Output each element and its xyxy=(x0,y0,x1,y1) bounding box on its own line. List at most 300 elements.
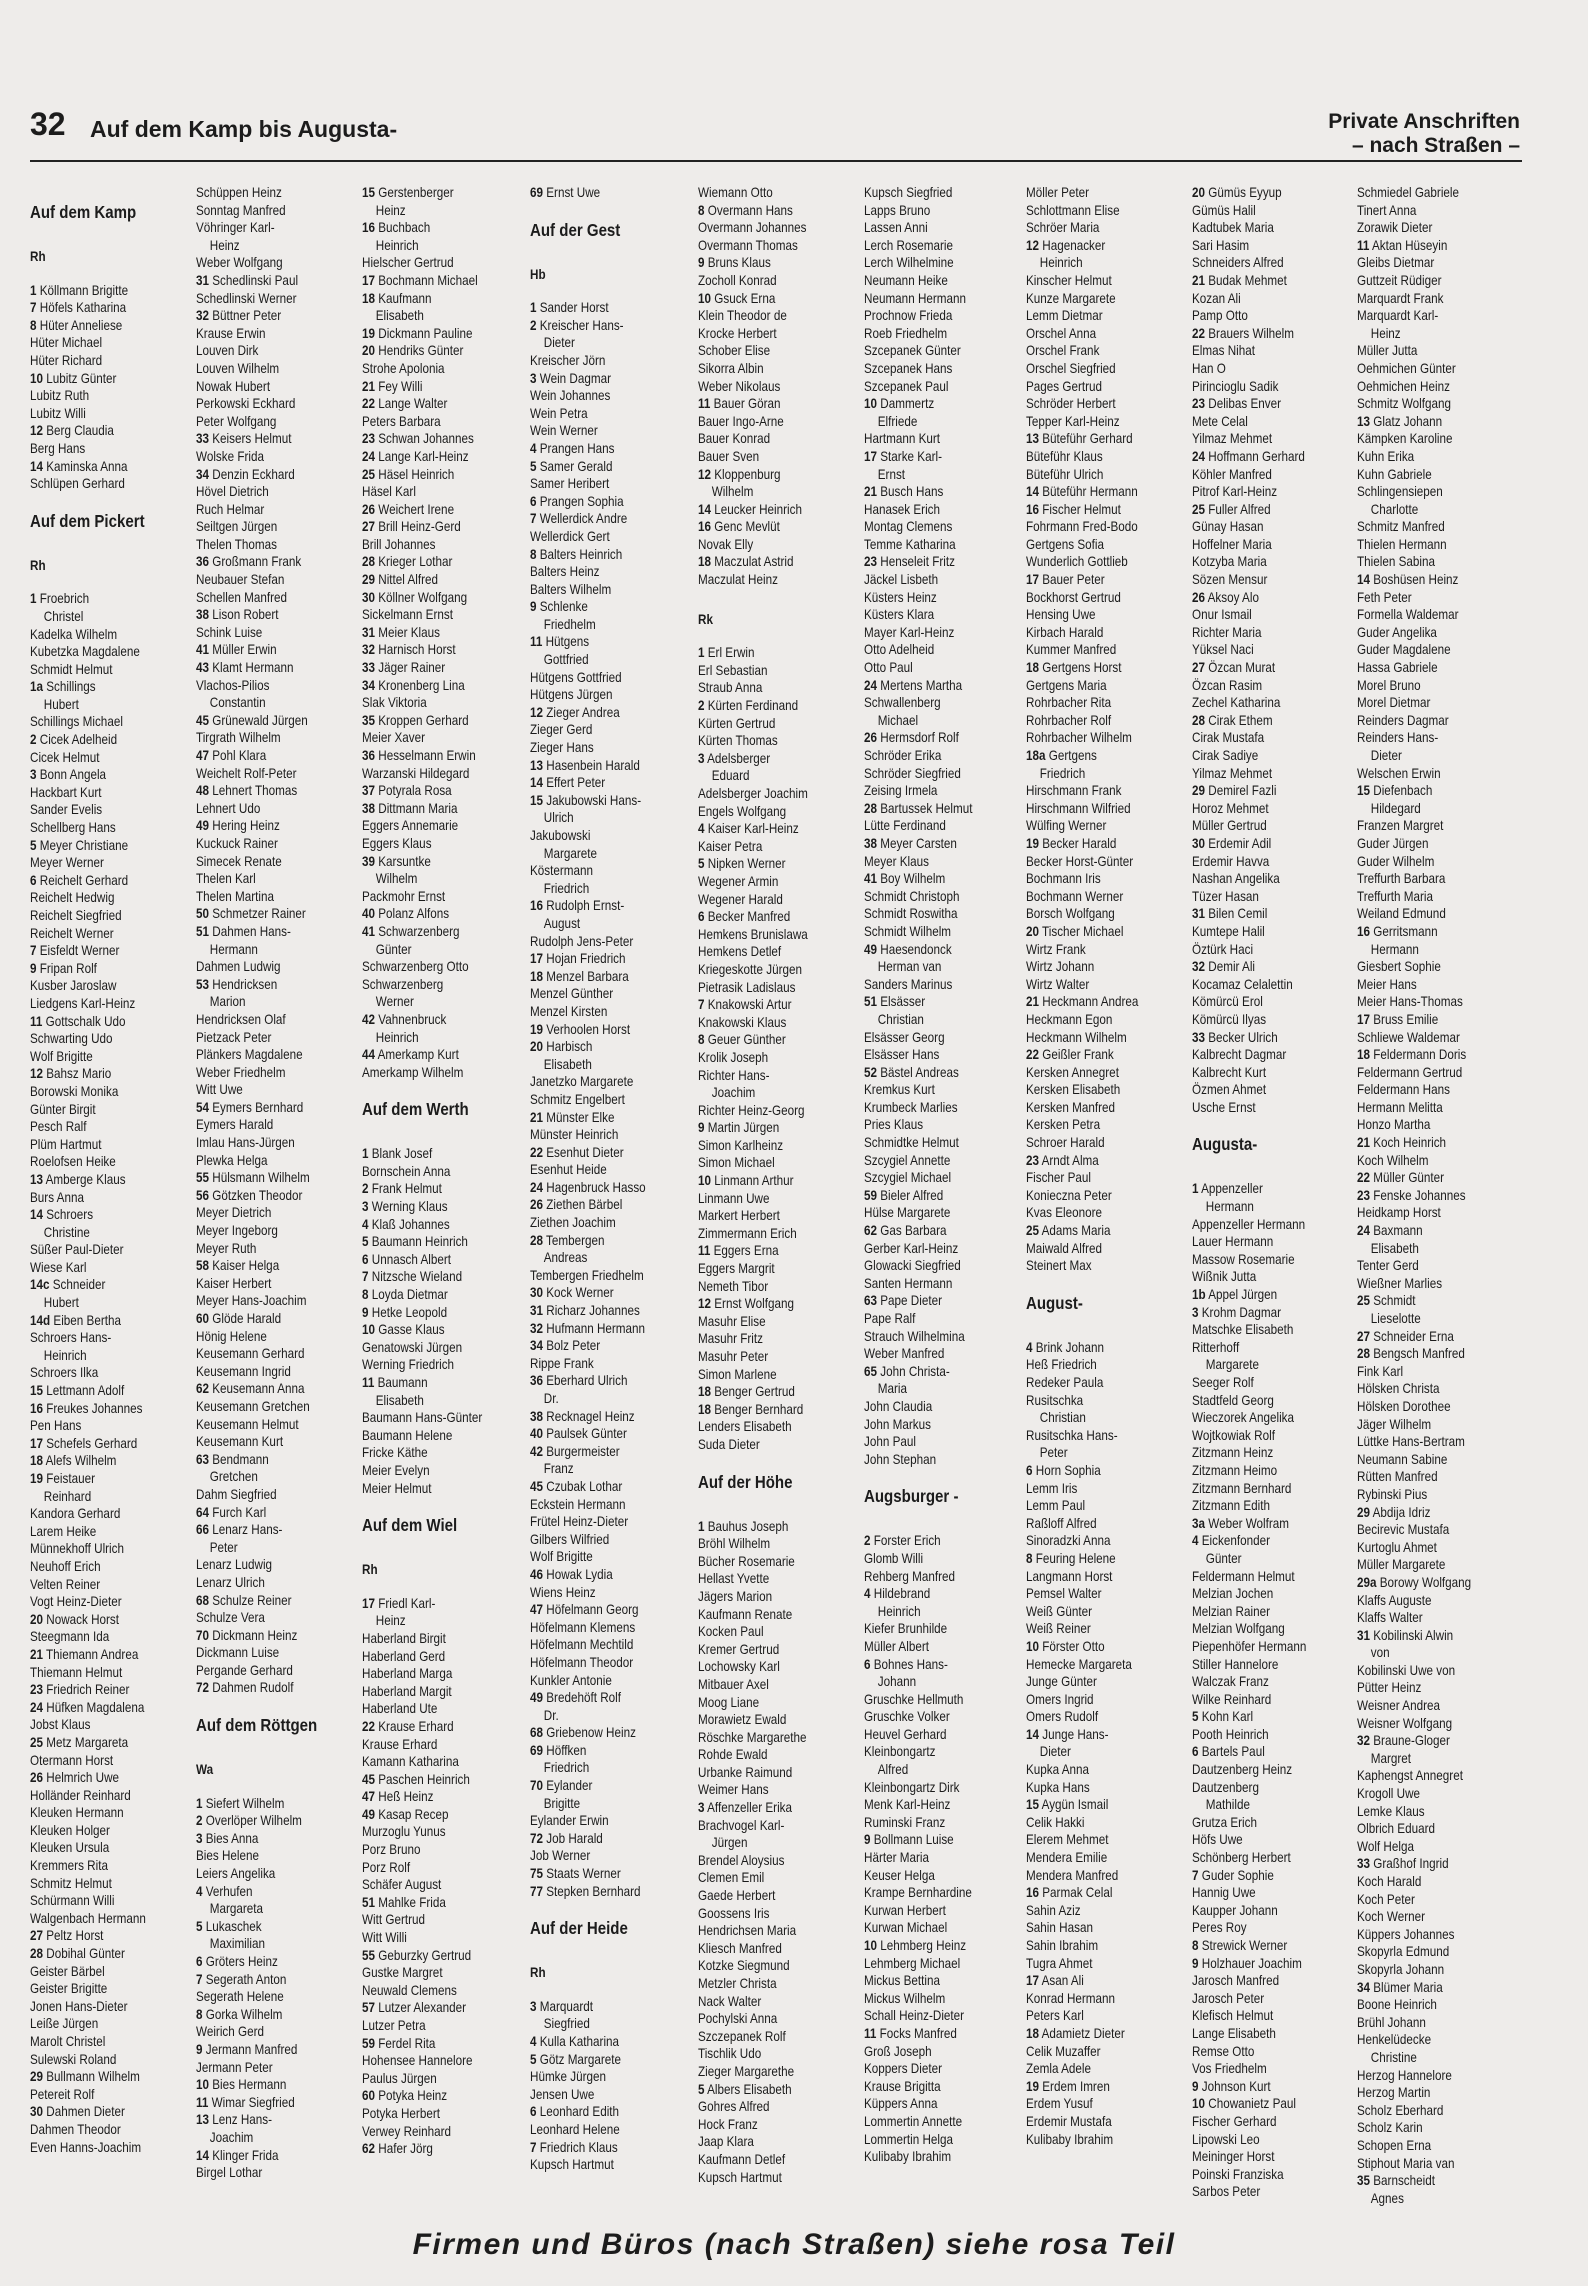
resident-name: Schopen Erna xyxy=(1357,2137,1432,2153)
directory-entry xyxy=(30,1101,169,1119)
resident-name: Kurwan Herbert xyxy=(864,1902,946,1918)
resident-name: Celik Hakki xyxy=(1026,1814,1085,1830)
directory-entry xyxy=(362,1630,501,1648)
directory-entry xyxy=(530,1548,669,1566)
resident-name: Gerstenberger xyxy=(378,185,454,200)
house-number: 10 xyxy=(864,396,878,412)
resident-name: Metzler Christa xyxy=(698,1976,777,1991)
resident-name: Kersken Annegret xyxy=(1026,1064,1119,1080)
house-number: 22 xyxy=(530,1144,544,1160)
directory-entry xyxy=(698,483,837,501)
house-number: 12 xyxy=(698,1296,712,1312)
resident-name: Reichelt Siegfried xyxy=(30,908,122,923)
house-number: 6 xyxy=(362,1251,369,1267)
resident-name: Bauhus Joseph xyxy=(707,1518,789,1534)
directory-entry xyxy=(196,1918,335,1936)
resident-name: Wellerdick Gert xyxy=(530,528,610,544)
directory-entry xyxy=(864,1568,1003,1586)
directory-entry xyxy=(30,696,169,714)
resident-name: Gümüs Eyyup xyxy=(1208,185,1282,200)
resident-name: Krocke Herbert xyxy=(698,325,777,341)
resident-name: Cirak Sadiye xyxy=(1192,748,1259,763)
column-2 xyxy=(196,184,335,2182)
house-number: 14 xyxy=(698,501,712,517)
resident-name: Markert Herbert xyxy=(698,1208,780,1224)
resident-name: Morel Bruno xyxy=(1357,677,1421,693)
resident-name: Schneiders Alfred xyxy=(1192,255,1284,271)
directory-entry xyxy=(196,518,335,536)
resident-name: Hildebrand xyxy=(873,1586,931,1602)
resident-name: Franzen Margret xyxy=(1357,818,1444,834)
resident-name: Neuwald Clemens xyxy=(362,1982,457,1998)
resident-name: Jakubowski Hans- xyxy=(546,792,642,808)
directory-entry xyxy=(362,342,501,360)
directory-entry xyxy=(864,1240,1003,1258)
directory-entry xyxy=(1026,641,1165,659)
directory-entry xyxy=(1192,1902,1331,1920)
house-number: 13 xyxy=(196,2112,210,2128)
directory-entry xyxy=(1026,1673,1165,1691)
house-number: 69 xyxy=(530,1742,544,1758)
resident-name: Hemecke Margareta xyxy=(1026,1656,1132,1672)
district-code: Hb xyxy=(530,266,546,282)
resident-name: Büttner Peter xyxy=(212,308,282,324)
directory-entry xyxy=(1192,2148,1331,2166)
directory-entry xyxy=(30,1364,169,1382)
directory-entry xyxy=(1026,1029,1165,1047)
directory-entry xyxy=(698,1172,837,1190)
resident-name: Kämpken Karoline xyxy=(1357,431,1453,447)
resident-name: Yüksel Naci xyxy=(1192,642,1254,658)
directory-entry xyxy=(1357,430,1496,448)
resident-name: Kömürcü Ilyas xyxy=(1192,1011,1267,1027)
resident-name: Schürmann Willi xyxy=(30,1893,115,1909)
directory-entry xyxy=(1192,606,1331,624)
resident-name: Weichelt Rolf-Peter xyxy=(196,765,297,781)
resident-name: Wein Werner xyxy=(530,423,598,439)
house-number: 24 xyxy=(530,1179,544,1195)
resident-name: Massow Rosemarie xyxy=(1192,1251,1295,1267)
directory-entry xyxy=(30,1030,169,1048)
directory-entry xyxy=(1192,1708,1331,1726)
directory-entry xyxy=(698,202,837,220)
resident-name: Glowacki Siegfried xyxy=(864,1258,961,1274)
resident-name: Dahm Siegfried xyxy=(196,1486,277,1502)
directory-entry xyxy=(196,237,335,255)
directory-entry xyxy=(698,466,837,484)
directory-entry xyxy=(698,290,837,308)
directory-entry xyxy=(30,1435,169,1453)
resident-name: Kersken Petra xyxy=(1026,1117,1101,1133)
directory-entry xyxy=(530,317,669,335)
directory-entry xyxy=(362,1392,501,1410)
house-number: 18 xyxy=(698,1384,712,1400)
directory-entry xyxy=(864,624,1003,642)
resident-name: Schlüpen Gerhard xyxy=(30,476,125,492)
directory-entry xyxy=(698,855,837,873)
resident-name: Kroppen Gerhard xyxy=(378,712,469,728)
directory-entry xyxy=(30,334,169,352)
resident-name: Dieter xyxy=(1039,1744,1071,1760)
district-code: Rh xyxy=(30,249,46,264)
resident-name: Bonn Angela xyxy=(39,767,107,783)
house-number: 32 xyxy=(196,308,210,324)
directory-entry xyxy=(1357,1169,1496,1187)
resident-name: Erdemir Adil xyxy=(1208,835,1272,851)
resident-name: Eisfeldt Werner xyxy=(39,943,120,959)
resident-name: Tepper Karl-Heinz xyxy=(1026,413,1120,429)
resident-name: Dahmen Theodor xyxy=(30,2121,121,2137)
resident-name: Mayer Karl-Heinz xyxy=(864,624,955,640)
directory-entry xyxy=(1026,202,1165,220)
house-number: 11 xyxy=(530,634,543,650)
resident-name: Schall Heinz-Dieter xyxy=(864,2008,965,2024)
resident-name: Vlachos-Pilios xyxy=(196,677,270,693)
resident-name: Hölsken Dorothee xyxy=(1357,1398,1451,1414)
resident-name: Schwarzenberg Otto xyxy=(362,959,469,975)
directory-entry xyxy=(530,1196,669,1214)
directory-entry xyxy=(1026,290,1165,308)
resident-name: Groß Joseph xyxy=(864,2043,932,2059)
house-number: 38 xyxy=(196,607,210,623)
directory-entry xyxy=(362,1665,501,1683)
resident-name: Louven Wilhelm xyxy=(196,360,280,376)
resident-name: Joachim xyxy=(711,1085,756,1101)
resident-name: Aygün Ismail xyxy=(1041,1797,1109,1813)
house-number: 19 xyxy=(362,325,376,341)
directory-entry xyxy=(1026,1550,1165,1568)
directory-entry xyxy=(362,483,501,501)
directory-entry xyxy=(698,979,837,997)
house-number: 4 xyxy=(864,1586,871,1602)
resident-name: Hüter Anneliese xyxy=(39,317,123,333)
directory-entry xyxy=(362,1163,501,1181)
resident-name: Kiefer Brunhilde xyxy=(864,1621,948,1637)
directory-entry xyxy=(196,1644,335,1662)
resident-name: Otto Paul xyxy=(864,660,913,676)
resident-name: Urbanke Raimund xyxy=(698,1764,793,1780)
directory-entry xyxy=(1026,307,1165,325)
house-number: 33 xyxy=(1357,1856,1371,1872)
resident-name: Knakowski Klaus xyxy=(698,1014,787,1030)
house-number: 7 xyxy=(196,1971,203,1987)
house-number: 36 xyxy=(530,1373,544,1389)
directory-entry xyxy=(1192,1480,1331,1498)
resident-name: Schmidt Wilhelm xyxy=(864,923,952,939)
directory-entry xyxy=(30,784,169,802)
directory-entry xyxy=(1192,1726,1331,1744)
directory-entry xyxy=(362,765,501,783)
resident-name: Erdem Yusuf xyxy=(1026,2096,1093,2112)
resident-name: Richter Hans- xyxy=(698,1067,770,1083)
directory-entry xyxy=(1357,1961,1496,1979)
directory-entry xyxy=(1357,2190,1496,2208)
resident-name: Thelen Martina xyxy=(196,888,274,904)
house-number: 27 xyxy=(1192,660,1206,676)
house-number: 38 xyxy=(530,1408,544,1424)
house-number: 38 xyxy=(362,800,376,816)
resident-name: Hüfken Magdalena xyxy=(46,1699,145,1715)
resident-name: Krogoll Uwe xyxy=(1357,1786,1421,1802)
directory-entry xyxy=(1192,817,1331,835)
directory-entry xyxy=(530,475,669,493)
resident-name: Simecek Renate xyxy=(196,853,282,869)
house-number: 3 xyxy=(1192,1304,1199,1320)
directory-entry xyxy=(196,1433,335,1451)
resident-name: Busch Hans xyxy=(880,484,944,500)
resident-name: Liedgens Karl-Heinz xyxy=(30,995,136,1011)
directory-entry xyxy=(30,422,169,440)
directory-entry xyxy=(698,307,837,325)
resident-name: Heinrich xyxy=(375,1029,419,1045)
resident-name: Demir Ali xyxy=(1208,959,1256,975)
directory-entry xyxy=(530,528,669,546)
directory-entry xyxy=(864,1398,1003,1416)
directory-entry xyxy=(530,1998,669,2016)
resident-name: Holländer Reinhard xyxy=(30,1787,131,1803)
directory-entry xyxy=(1026,853,1165,871)
directory-entry xyxy=(1026,466,1165,484)
resident-name: Bauer Peter xyxy=(1042,572,1105,588)
house-number: 15 xyxy=(30,1383,44,1399)
directory-entry xyxy=(1357,395,1496,413)
resident-name: Jonen Hans-Dieter xyxy=(30,1998,128,2014)
resident-name: Weber Wolfgang xyxy=(196,255,283,271)
resident-name: Suda Dieter xyxy=(698,1436,760,1452)
resident-name: Rudolph Jens-Peter xyxy=(530,933,634,949)
resident-name: Heckmann Egon xyxy=(1026,1011,1113,1027)
directory-entry xyxy=(698,1570,837,1588)
house-number: 1 xyxy=(196,1795,203,1811)
directory-entry xyxy=(864,1867,1003,1885)
resident-name: Steegmann Ida xyxy=(30,1629,110,1645)
resident-name: Potyka Heinz xyxy=(378,2088,448,2104)
resident-name: Keusemann Helmut xyxy=(196,1416,299,1432)
resident-name: Margret xyxy=(1370,1750,1412,1766)
resident-name: Strohe Apolonia xyxy=(362,360,445,376)
resident-name: Kleinbongartz xyxy=(864,1744,936,1760)
resident-name: Pape Dieter xyxy=(880,1293,943,1309)
resident-name: Geuer Günther xyxy=(707,1032,786,1048)
resident-name: Jäger Wilhelm xyxy=(1357,1416,1432,1432)
resident-name: Menk Karl-Heinz xyxy=(864,1797,951,1813)
directory-entry xyxy=(362,360,501,378)
directory-entry xyxy=(1192,1796,1331,1814)
resident-name: Gohres Alfred xyxy=(698,2099,770,2115)
house-number: 11 xyxy=(196,2094,209,2110)
house-number: 18 xyxy=(530,968,544,984)
resident-name: Günay Hasan xyxy=(1192,519,1264,535)
directory-entry xyxy=(1357,1486,1496,1504)
directory-entry xyxy=(864,395,1003,413)
directory-entry xyxy=(530,1672,669,1690)
resident-name: Gertgens Horst xyxy=(1042,660,1122,676)
directory-entry xyxy=(698,1067,837,1085)
resident-name: Baumann Helene xyxy=(362,1427,453,1443)
resident-name: Bauer Göran xyxy=(713,396,781,412)
resident-name: Friedhelm xyxy=(543,616,596,632)
house-number: 6 xyxy=(864,1656,871,1672)
resident-name: Wolf Brigitte xyxy=(30,1048,93,1064)
resident-name: Eberhard Ulrich xyxy=(546,1373,628,1389)
resident-name: Neumann Hermann xyxy=(864,290,967,306)
resident-name: Geißler Frank xyxy=(1042,1047,1114,1063)
house-number: 9 xyxy=(864,1832,871,1848)
directory-entry xyxy=(1026,1480,1165,1498)
directory-entry xyxy=(530,1302,669,1320)
directory-entry xyxy=(1026,1240,1165,1258)
resident-name: Mitbauer Axel xyxy=(698,1676,769,1692)
directory-entry xyxy=(530,299,669,317)
resident-name: Amerkamp Kurt xyxy=(377,1047,459,1063)
resident-name: Seiltgen Jürgen xyxy=(196,519,278,535)
directory-entry xyxy=(1357,1204,1496,1222)
directory-entry xyxy=(1192,1761,1331,1779)
directory-entry xyxy=(1357,1891,1496,1909)
resident-name: Wiemann Otto xyxy=(698,185,773,200)
directory-entry xyxy=(196,1081,335,1099)
directory-entry xyxy=(864,1451,1003,1469)
house-number: 33 xyxy=(196,431,210,447)
directory-entry xyxy=(1026,2078,1165,2096)
resident-name: Thiemann Helmut xyxy=(30,1664,123,1680)
resident-name: Schedlinski Werner xyxy=(196,290,297,306)
resident-name: Gerritsmann xyxy=(1373,923,1438,939)
directory-entry xyxy=(530,1601,669,1619)
column-3 xyxy=(362,184,501,2158)
directory-entry xyxy=(698,873,837,891)
directory-entry xyxy=(530,757,669,775)
resident-name: Haberland Ute xyxy=(362,1701,438,1717)
house-number: 18a xyxy=(1026,748,1046,763)
resident-name: Adelsberger Joachim xyxy=(698,786,808,801)
house-number: 1b xyxy=(1192,1287,1206,1303)
resident-name: Samer Heribert xyxy=(530,476,610,492)
resident-name: Tinert Anna xyxy=(1357,202,1417,218)
resident-name: Christine xyxy=(1370,2049,1417,2065)
house-number: 24 xyxy=(864,677,878,693)
resident-name: Plüm Hartmut xyxy=(30,1136,102,1152)
resident-name: Gertgens Sofia xyxy=(1026,536,1104,552)
directory-entry xyxy=(864,817,1003,835)
house-number: 62 xyxy=(864,1223,878,1239)
house-number: 20 xyxy=(362,343,376,359)
resident-name: Kadtubek Maria xyxy=(1192,220,1274,236)
resident-name: Bolz Peter xyxy=(546,1338,601,1354)
resident-name: Geister Bärbel xyxy=(30,1963,105,1979)
directory-entry xyxy=(1026,2131,1165,2149)
resident-name: Bartels Paul xyxy=(1201,1744,1265,1760)
directory-entry xyxy=(864,1310,1003,1328)
resident-name: Bohnes Hans- xyxy=(873,1656,948,1672)
directory-entry xyxy=(1026,1620,1165,1638)
house-number: 15 xyxy=(362,185,376,200)
resident-name: Skopyrla Edmund xyxy=(1357,1944,1450,1960)
resident-name: Kurwan Michael xyxy=(864,1920,948,1936)
directory-entry xyxy=(698,891,837,909)
resident-name: Rehberg Manfred xyxy=(864,1568,955,1584)
resident-name: Zitzmann Bernhard xyxy=(1192,1480,1292,1496)
directory-entry xyxy=(698,1348,837,1366)
resident-name: Ziethen Joachim xyxy=(530,1215,616,1231)
resident-name: Guder Jürgen xyxy=(1357,835,1429,851)
resident-name: Hüter Richard xyxy=(30,352,103,368)
directory-entry xyxy=(30,889,169,907)
house-number: 8 xyxy=(698,202,705,218)
directory-entry xyxy=(1192,782,1331,800)
directory-entry xyxy=(1026,1796,1165,1814)
resident-name: Heckmann Andrea xyxy=(1042,994,1139,1010)
directory-entry xyxy=(864,641,1003,659)
resident-name: Wirtz Frank xyxy=(1026,941,1086,957)
directory-entry xyxy=(1026,765,1165,783)
resident-name: Braune-Gloger xyxy=(1373,1733,1450,1749)
directory-entry xyxy=(530,2103,669,2121)
house-number: 7 xyxy=(30,300,37,316)
directory-entry xyxy=(864,342,1003,360)
directory-entry xyxy=(362,325,501,343)
resident-name: Perkowski Eckhard xyxy=(196,396,296,412)
resident-name: Münster Elke xyxy=(546,1109,615,1125)
resident-name: Pages Gertrud xyxy=(1026,378,1103,394)
directory-entry xyxy=(864,1380,1003,1398)
resident-name: Orschel Siegfried xyxy=(1026,360,1116,376)
resident-name: Formella Waldemar xyxy=(1357,607,1459,623)
resident-name: Ruminski Franz xyxy=(864,1814,946,1830)
house-number: 13 xyxy=(1357,413,1371,429)
resident-name: Lauer Hermann xyxy=(1192,1234,1274,1250)
directory-entry xyxy=(1192,1532,1331,1550)
resident-name: John Claudia xyxy=(864,1398,933,1414)
resident-name: Erdem Imren xyxy=(1042,2078,1110,2094)
resident-name: Schneider Erna xyxy=(1373,1328,1454,1344)
resident-name: Büteführ Ulrich xyxy=(1026,466,1104,482)
directory-entry xyxy=(1026,448,1165,466)
column-7 xyxy=(1026,184,1165,2148)
resident-name: Kuhn Gabriele xyxy=(1357,466,1432,482)
directory-entry xyxy=(864,2113,1003,2131)
resident-name: Kurtoglu Ahmet xyxy=(1357,1539,1437,1555)
resident-name: Feldermann Gertrud xyxy=(1357,1064,1463,1080)
directory-entry xyxy=(698,237,837,255)
directory-entry xyxy=(530,1707,669,1725)
directory-entry xyxy=(1357,536,1496,554)
directory-entry xyxy=(196,888,335,906)
resident-name: Weber Friedhelm xyxy=(196,1064,286,1080)
resident-name: Hütgens Gottfried xyxy=(530,669,622,685)
house-number: 20 xyxy=(530,1039,544,1055)
resident-name: Matschke Elisabeth xyxy=(1192,1322,1294,1338)
resident-name: Hafer Jörg xyxy=(378,2141,433,2157)
directory-entry xyxy=(1357,1468,1496,1486)
directory-entry xyxy=(30,1312,169,1330)
resident-name: Förster Otto xyxy=(1042,1638,1105,1654)
directory-entry xyxy=(1357,272,1496,290)
resident-name: Ernst Uwe xyxy=(546,185,601,200)
directory-entry xyxy=(1026,1603,1165,1621)
house-number: 16 xyxy=(698,519,712,535)
directory-entry xyxy=(1192,1374,1331,1392)
resident-name: Szcepanek Paul xyxy=(864,378,949,394)
resident-name: Thielen Hermann xyxy=(1357,536,1447,552)
directory-entry xyxy=(362,413,501,431)
directory-entry xyxy=(1357,2172,1496,2190)
directory-entry xyxy=(1192,395,1331,413)
directory-entry xyxy=(864,483,1003,501)
resident-name: Wojtkowiak Rolf xyxy=(1192,1427,1275,1443)
directory-entry xyxy=(196,553,335,571)
directory-entry xyxy=(196,272,335,290)
